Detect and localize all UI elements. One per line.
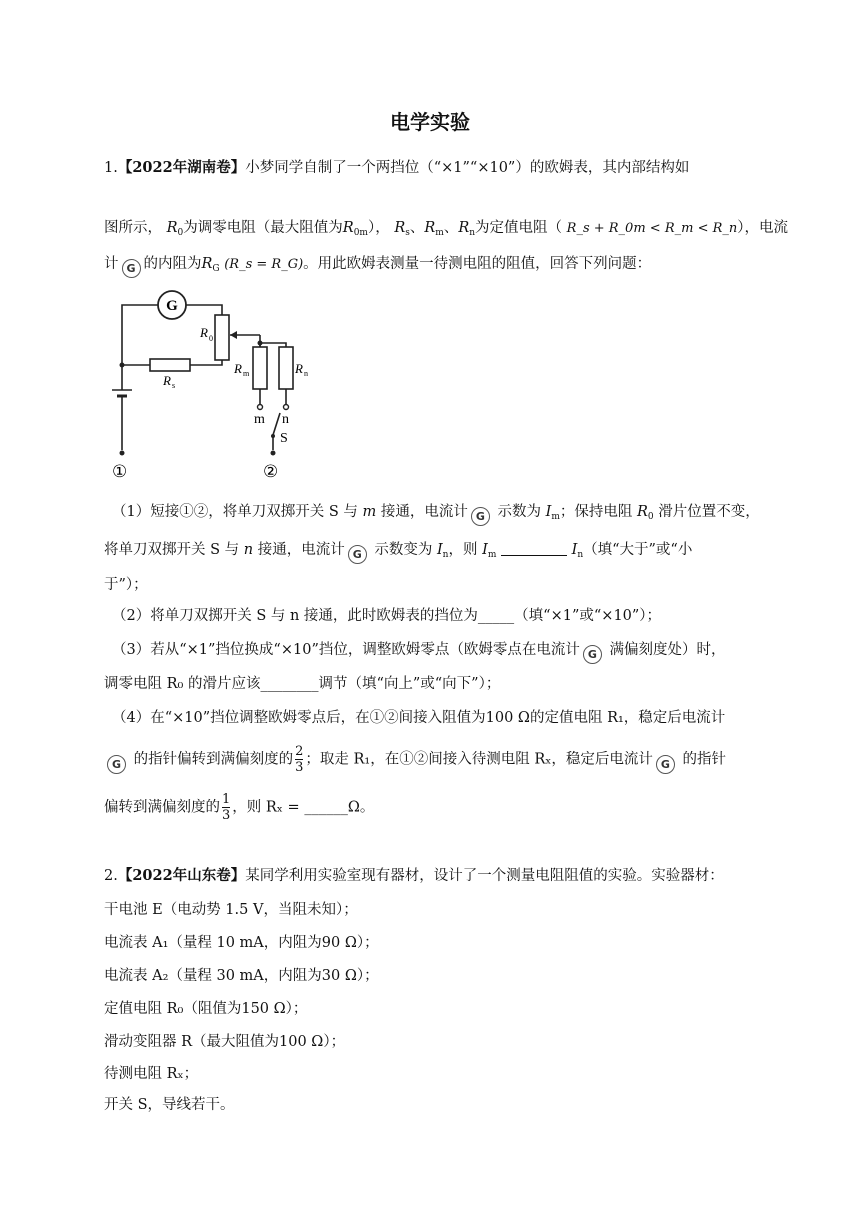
wire xyxy=(122,305,158,365)
denominator: 3 xyxy=(295,760,304,775)
galvanometer-icon: G xyxy=(656,755,675,774)
inequality: R_s + R_0m < R_m < R_n xyxy=(566,221,738,236)
terminal-1 xyxy=(120,451,125,456)
wire xyxy=(186,305,222,315)
text-segment: 、 xyxy=(409,220,425,236)
fraction-one-third xyxy=(222,792,230,823)
terminal-m xyxy=(258,405,263,410)
var-r: R xyxy=(636,504,648,520)
text-segment: 为调零电阻（最大阻值为 xyxy=(183,220,343,236)
rn-resistor xyxy=(279,347,293,389)
terminal-n xyxy=(284,405,289,410)
q1-part1-line2 xyxy=(104,540,692,565)
label-r0: R xyxy=(200,325,208,340)
q1-line-2 xyxy=(104,218,788,243)
q2-item: 滑动变阻器 R（最大阻值为100 Ω）； xyxy=(104,1034,346,1050)
galvanometer-icon: G xyxy=(471,507,490,526)
galvanometer-icon: G xyxy=(583,645,602,664)
label-rs-sub: s xyxy=(172,381,176,390)
text-segment: 接通，电流计 xyxy=(253,542,345,558)
text-segment: ），电流 xyxy=(737,220,788,236)
galvanometer-icon: G xyxy=(122,259,141,278)
slider-arrow-icon xyxy=(230,331,237,339)
terminal-2 xyxy=(271,451,276,456)
junction-dot xyxy=(120,363,125,368)
text-segment: 偏转到满偏刻度的 xyxy=(104,799,220,816)
q1-part2: （2）将单刀双掷开关 S 与 n 接通，此时欧姆表的挡位为_____（填“×1”或“×10”）； xyxy=(112,608,662,624)
wire xyxy=(122,365,150,390)
var-r: R xyxy=(394,220,406,236)
text-segment: 接通，电流计 xyxy=(376,504,468,520)
label-rm-sub: m xyxy=(243,369,250,378)
var-n: n xyxy=(243,542,254,558)
var-sub: 0 xyxy=(647,512,654,522)
numerator: 2 xyxy=(295,744,304,759)
rm-resistor xyxy=(253,347,267,389)
text-segment: （填“大于”或“小 xyxy=(583,542,693,558)
q2-item: 开关 S，导线若干。 xyxy=(104,1097,235,1113)
label-s: S xyxy=(280,431,288,446)
text-segment: 计 xyxy=(104,256,119,272)
q1-part3-line1 xyxy=(112,640,725,664)
junction-dot xyxy=(258,341,263,346)
var-r: R xyxy=(166,220,178,236)
equation: (R_s = R_G) xyxy=(224,257,304,272)
text-segment: 为定值电阻（ xyxy=(475,220,563,236)
var-r: R xyxy=(201,256,213,272)
q2-item: 待测电阻 Rₓ； xyxy=(104,1066,199,1082)
fraction-two-thirds xyxy=(295,744,303,775)
label-rn: R xyxy=(295,361,303,376)
q2-intro: 某同学利用实验室现有器材，设计了一个测量电阻阻值的实验。实验器材： xyxy=(245,868,724,884)
text-segment: ，则 xyxy=(448,542,483,558)
text-segment: （3）若从“×1”挡位换成“×10”挡位，调整欧姆零点（欧姆零点在电流计 xyxy=(112,642,580,658)
label-g: G xyxy=(166,298,178,314)
var-sub: n xyxy=(469,228,476,238)
var-sub: G xyxy=(212,264,220,274)
q1-part3-line2: 调零电阻 R₀ 的滑片应该________调节（填“向上”或“向下”）； xyxy=(104,676,501,692)
label-m: m xyxy=(254,412,265,427)
var-r: R xyxy=(458,220,470,236)
galvanometer-icon: G xyxy=(107,755,126,774)
text-segment: （1）短接①②，将单刀双掷开关 S 与 xyxy=(112,504,363,520)
denominator: 3 xyxy=(222,808,231,823)
var-sub: m xyxy=(487,550,497,560)
text-segment: 示数变为 xyxy=(369,542,437,558)
label-r0-sub: 0 xyxy=(209,334,213,343)
circuit-diagram xyxy=(100,285,310,485)
text-segment: 的指针偏转到满偏刻度的 xyxy=(129,751,294,768)
text-segment: 。用此欧姆表测量一待测电阻的阻值，回答下列问题： xyxy=(303,256,652,272)
q2-item: 电流表 A₂（量程 30 mA，内阻为30 Ω）； xyxy=(104,968,379,984)
q1-part4-line1: （4）在“×10”挡位调整欧姆零点后，在①②间接入阻值为100 Ω的定值电阻 R₁，稳定后电流计 xyxy=(112,710,726,726)
q1-line-3 xyxy=(104,254,651,279)
r0-resistor xyxy=(215,315,229,360)
text-segment: 、 xyxy=(443,220,459,236)
var-sub: n xyxy=(577,550,584,560)
rs-resistor xyxy=(150,359,190,371)
q1-line1-text: 小梦同学自制了一个两挡位（“×1”“×10”）的欧姆表，其内部结构如 xyxy=(245,160,690,176)
var-r: R xyxy=(342,220,354,236)
label-terminal-2: ② xyxy=(263,462,279,481)
text-segment: ，则 Rₓ = ______Ω。 xyxy=(232,799,375,816)
text-segment: 满偏刻度处）时， xyxy=(604,642,726,658)
text-segment: 图所示， xyxy=(104,220,162,236)
var-sub: 0m xyxy=(353,228,368,238)
q1-part1-line3: 于”）； xyxy=(104,577,148,593)
label-rs: R xyxy=(163,373,171,388)
label-terminal-1: ① xyxy=(112,462,128,481)
label-n: n xyxy=(282,412,289,427)
var-sub: s xyxy=(405,228,410,238)
q1-part1-line1 xyxy=(112,502,760,527)
text-segment: 示数为 xyxy=(492,504,546,520)
text-segment: 将单刀双掷开关 S 与 xyxy=(104,542,244,558)
var-r: R xyxy=(424,220,436,236)
var-i: I xyxy=(571,542,578,558)
label-rn-sub: n xyxy=(304,369,308,378)
text-segment: 的指针 xyxy=(677,751,727,768)
var-i: I xyxy=(436,542,443,558)
q1-source: 【2022年湖南卷】 xyxy=(117,159,246,176)
q1-part4-line3 xyxy=(104,792,374,823)
q2-item: 干电池 E（电动势 1.5 V，当阻未知）； xyxy=(104,902,358,918)
var-i: I xyxy=(545,504,552,520)
page-title: 电学实验 xyxy=(390,110,470,134)
text-segment: ；保持电阻 xyxy=(559,504,637,520)
switch-blade xyxy=(273,413,280,435)
q2-item: 电流表 A₁（量程 10 mA，内阻为90 Ω）； xyxy=(104,935,379,951)
galvanometer-icon: G xyxy=(348,545,367,564)
text-segment: ；取走 R₁，在①②间接入待测电阻 Rₓ，稳定后电流计 xyxy=(305,751,653,768)
var-sub: m xyxy=(551,512,560,522)
answer-blank[interactable] xyxy=(501,541,567,556)
var-sub: 0 xyxy=(177,228,184,238)
q1-part4-line2 xyxy=(104,744,726,775)
var-i: I xyxy=(482,542,488,558)
q2-line-1 xyxy=(104,866,724,886)
q2-source: 【2022年山东卷】 xyxy=(117,867,246,884)
q1-line-1 xyxy=(104,158,689,178)
q2-item: 定值电阻 R₀（阻值为150 Ω）； xyxy=(104,1001,308,1017)
switch-pivot xyxy=(271,434,275,438)
text-segment: 滑片位置不变， xyxy=(653,504,760,520)
text-segment: 的内阻为 xyxy=(143,256,202,272)
var-sub: m xyxy=(435,228,444,238)
var-m: m xyxy=(362,504,377,520)
numerator: 1 xyxy=(222,792,231,807)
label-rm: R xyxy=(234,361,242,376)
q2-number: 2. xyxy=(104,868,118,884)
var-sub: n xyxy=(442,550,449,560)
q1-number: 1. xyxy=(104,160,118,176)
text-segment: ）， xyxy=(367,220,390,236)
